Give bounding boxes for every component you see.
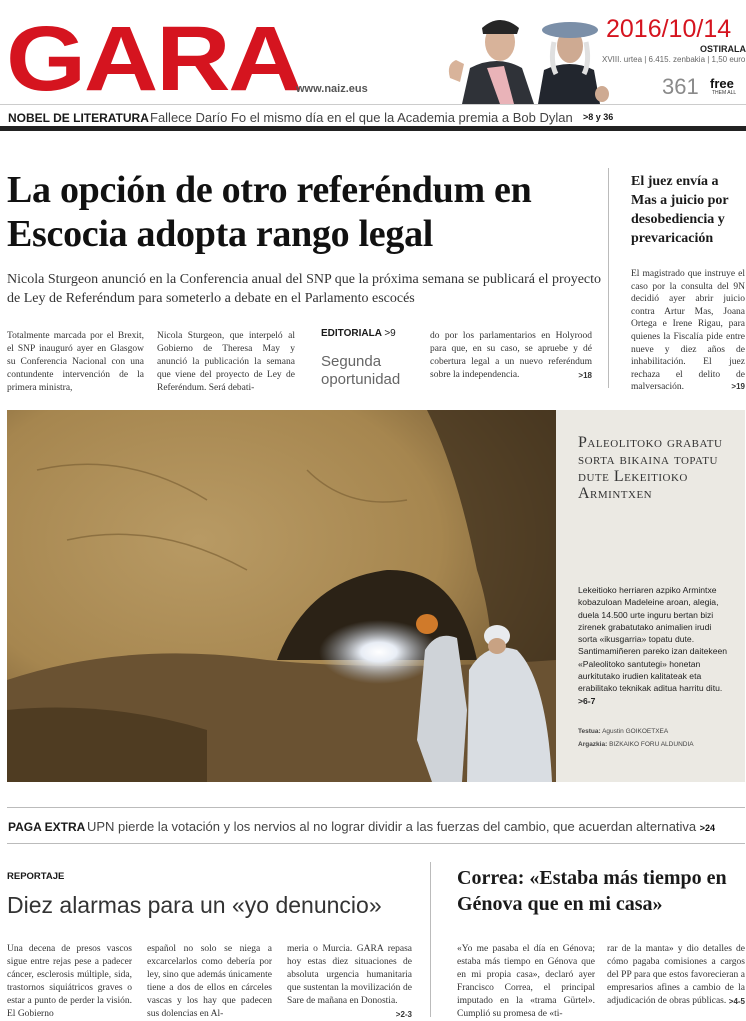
paga-ref: >24 (699, 823, 716, 833)
side-ref: >19 (731, 382, 745, 392)
masthead-photo (442, 12, 610, 104)
correa-column-2-text: rar de la manta» y dio detalles de cómo pagaba comisiones a cargos del PP para que estos favorecieran a empresarios afines a cambio de la adjudicación de obras públicas. (607, 944, 745, 1006)
credit-text-name: Agustin GOIKOETXEA (602, 728, 669, 735)
credit-text-label: Testua: (578, 728, 601, 735)
strap-ref: >8 y 36 (583, 112, 614, 122)
strap-text[interactable]: Fallece Darío Fo el mismo día en el que la Academia premia a Bob Dylan (150, 110, 573, 125)
lead-column-3-text: do por los parlamentarios en Holyrood para que, en su caso, se apruebe y dé cobertura legal a un nuevo referéndum sobre la independencia. (430, 331, 592, 380)
cave-photo[interactable] (7, 410, 556, 782)
paga-label: PAGA EXTRA (8, 820, 86, 834)
promo-number: 361 (662, 74, 699, 99)
feature-ref: >6-7 (578, 695, 596, 706)
credit-photo-name: BIZKAIKO FORU ALDUNDIA (609, 741, 694, 748)
lead-column-2: Nicola Sturgeon, que interpeló al Gobierno de Theresa May y anunció la publicación la semana que viene del proyecto de Ley de Referéndum. Será debati- (157, 331, 295, 393)
editorial-ref: >9 (384, 328, 396, 339)
divider (7, 843, 745, 844)
reportaje-ref: >2-3 (395, 1010, 412, 1019)
reportaje-column-3-text: meria o Murcia. GARA repasa hoy estas diez situaciones de absoluta urgencia humanitaria que sustentan la movilización de Sare de mañana en Donostia. (287, 944, 412, 1006)
correa-headline[interactable]: Correa: «Estaba más tiempo en Génova que en mi casa» (457, 867, 727, 915)
editorial-label[interactable] (321, 328, 396, 339)
reportaje-column-3 (287, 943, 412, 1021)
free-sub: THEM ALL (712, 90, 737, 96)
gara-logo[interactable]: GARA (6, 8, 301, 110)
issue-date: 2016/10/14 (606, 15, 732, 43)
reportaje-column-2: español no solo se niega a excarcelarlos como debería por ley, sino que además únicamente tiene a dos de ellos en cárceles vascas y los hay que padecen sus dolencias en Al- (147, 944, 272, 1019)
lead-column-3 (430, 330, 592, 382)
divider (7, 807, 745, 808)
top-strap[interactable] (0, 104, 746, 131)
lead-subhead: Nicola Sturgeon anunció en la Conferencia anual del SNP que la próxima semana se publicará el proyecto de Ley de Referéndum para someterlo a debate en el Parlamento escocés (7, 272, 602, 306)
paga-text-body: UPN pierde la votación y los nervios al no lograr dividir a las fuerzas del cambio, que acuerdan alternativa (87, 819, 697, 834)
reportaje-title[interactable]: Diez alarmas para un «yo denuncio» (7, 892, 382, 918)
correa-ref: >4-5 (728, 997, 745, 1006)
feature-body-text: Lekeitioko herriaren azpiko Armintxe kobazuloan Madeleine aroan, alegia, duela 14.500 urte inguru bertan bizi zirenek grabatutako animalien irudi sorta «ikusgarria» topatu dute. Santimamiñeren pareko izan daitekeen «Paleolitoko santutegi» honetan aurkitutako irudien kalitateak eta erabilitako teknikak aditua harritu ditu. (578, 585, 728, 694)
credit-photo (578, 741, 694, 748)
side-headline[interactable]: El juez envía a Mas a juicio por desobediencia y prevaricación (631, 174, 729, 246)
divider (608, 168, 609, 388)
strap-label: NOBEL DE LITERATURA (8, 111, 149, 125)
reportaje-column-1: Una decena de presos vascos sigue entre rejas pese a padecer cáncer, esclerosis múltiple, sida, trastornos siquiátricos graves o estar a punto de perder la visión. El Gobierno (7, 944, 132, 1019)
lead-headline[interactable]: La opción de otro referéndum en Escocia adopta rango legal (7, 169, 532, 255)
lead-ref: >18 (578, 371, 592, 380)
site-url[interactable]: www.naiz.eus (296, 83, 368, 95)
weekday: OSTIRALA (700, 44, 746, 54)
editorial-label-text: EDITORIALA (321, 328, 382, 339)
credit-photo-label: Argazkia: (578, 741, 608, 748)
feature-body (578, 584, 728, 707)
lead-column-1: Totalmente marcada por el Brexit, el SNP inauguró ayer en Glasgow su Conferencia Nacional con una contundente intervención de la primera ministra, (7, 331, 144, 393)
paga-text[interactable] (87, 819, 715, 834)
correa-column-2 (607, 943, 745, 1008)
issue-info: XVIII. urtea | 6.415. zenbakia | 1,50 euro (602, 55, 746, 64)
reportaje-label: REPORTAJE (7, 871, 65, 882)
divider (430, 862, 431, 1017)
side-body-text: El magistrado que instruye el caso por la consulta del 9N decidió ayer abrir juicio contra Artur Mas, Joana Ortega e Irene Rigau, para quienes la Fiscalía pide entre nueve y diez años de inhabilitación. El juez rechaza el delito de malversación. (631, 269, 745, 393)
editorial-title[interactable]: Segunda oportunidad (321, 353, 401, 388)
side-body (631, 268, 745, 394)
free-brand: free (710, 76, 734, 91)
correa-column-1: «Yo me pasaba el día en Génova; estaba más tiempo en Génova que en mi propia casa», declaró ayer Francisco Correa, el principal imputado en la «trama Gürtel». Cumplió su promesa de «ti- (457, 944, 595, 1019)
feature-title[interactable]: Paleolitoko grabatu sorta bikaina topatu dute Lekeitioko Armintxen (578, 434, 723, 502)
credit-text (578, 728, 668, 735)
